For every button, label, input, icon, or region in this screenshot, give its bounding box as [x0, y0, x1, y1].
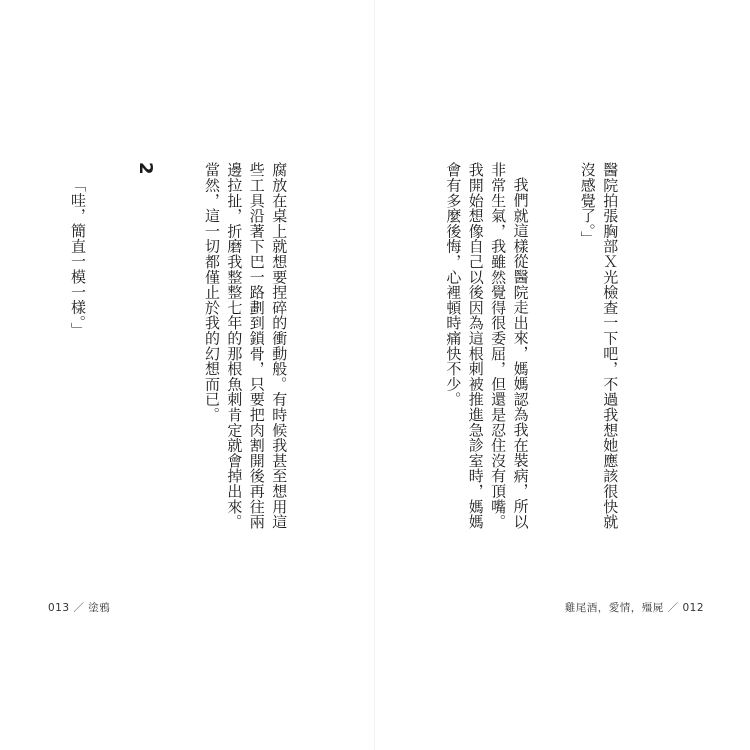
- right-paragraph-2: 我們就這樣從醫院走出來，媽媽認為我在裝病，所以非常生氣，我雖然覺得很委屈，但還是忍住沒有頂嘴。我開始想像自己以後因為這根刺被推進急診室時，媽媽會有多麼後悔，心裡頓時痛快不少。: [444, 162, 530, 530]
- left-page: [0, 0, 374, 750]
- left-page-text: [35, 162, 335, 532]
- page-folio-right: 雞尾酒，愛情，殭屍 ／ 012: [564, 602, 704, 614]
- gutter-divider: [374, 0, 375, 750]
- right-page: [376, 0, 750, 750]
- left-page-continued-paragraph: 腐放在桌上就想要捏碎的衝動般。有時候我甚至想用這些工具沿著下巴一路劃到鎖骨，只要把肉割開後再往兩邊拉扯，折磨我整整七年的那根魚刺肯定就會掉出來。當然，這一切都僅止於我的幻想而已。: [202, 162, 289, 530]
- chapter-number: 2: [134, 162, 156, 175]
- right-page-text: [406, 162, 666, 532]
- page-folio-left: 013 ／ 塗鴉: [48, 602, 111, 614]
- left-paragraph-1: 「哇，簡直一模一樣。」: [68, 177, 87, 338]
- right-paragraph-1: 醫院拍張胸部Ｘ光檢查一下吧，不過我想她應該很快就沒感覺了。」: [578, 162, 620, 530]
